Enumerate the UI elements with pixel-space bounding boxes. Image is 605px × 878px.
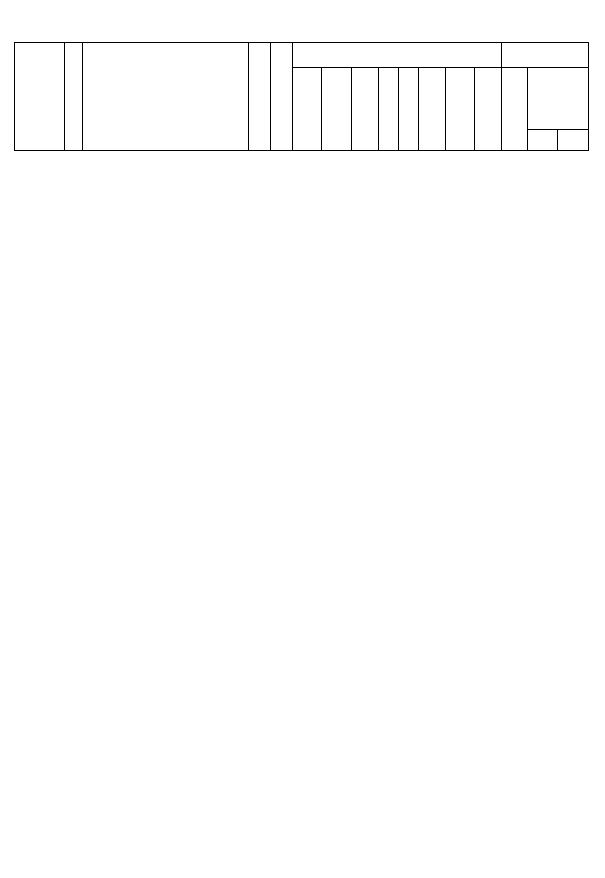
header-total-hours — [271, 43, 293, 151]
header-course-name — [83, 43, 249, 151]
header-semester-1 — [379, 68, 399, 151]
header-semester-3 — [419, 68, 446, 151]
header-assessment — [502, 43, 589, 68]
header-final — [528, 68, 589, 130]
schedule-table — [14, 42, 589, 151]
header-category — [15, 43, 65, 151]
header-distribution — [293, 43, 502, 68]
header-offline — [322, 68, 352, 151]
header-process — [502, 68, 528, 151]
header-lab — [352, 68, 379, 151]
header-online — [293, 68, 322, 151]
header-semester-4 — [446, 68, 475, 151]
header-semester-2 — [399, 68, 419, 151]
header-open — [558, 130, 589, 151]
header-closed — [528, 130, 558, 151]
header-credits — [249, 43, 271, 151]
header-seq — [65, 43, 83, 151]
header-semester-5 — [475, 68, 502, 151]
